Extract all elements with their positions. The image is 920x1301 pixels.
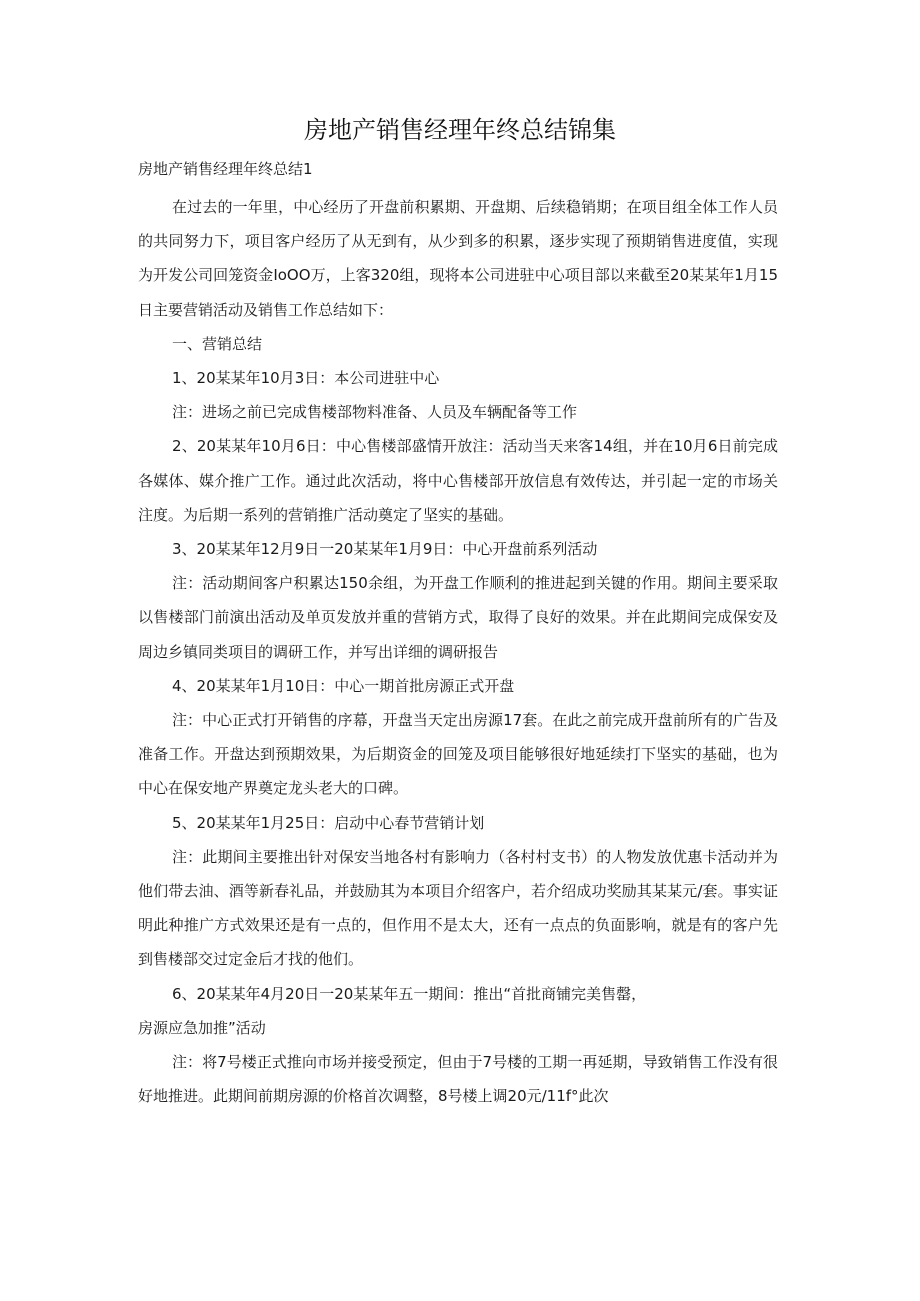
item-1-heading: 1、20某某年10月3日：本公司进驻中心 — [172, 369, 440, 388]
item-6-heading-continued: 房源应急加推”活动 — [138, 1018, 266, 1037]
paragraph-intro: 在过去的一年里，中心经历了开盘前积累期、开盘期、后续稳销期；在项目组全体工作人员的共同努力下，项目客户经历了从无到有，从少到多的积累，逐步实现了预期销售进度值，实现为开发公司回笼资金IoOO万，上客320组，现将本公司进驻中心项目部以来截至20某某年1月15日主要营销活动及销售工作总结如下： — [138, 198, 778, 319]
item-1-note: 注：进场之前已完成售楼部物料准备、人员及车辆配备等工作 — [172, 403, 578, 422]
item-4-heading: 4、20某某年1月10日：中心一期首批房源正式开盘 — [172, 676, 515, 695]
item-3-heading: 3、20某某年12月9日一20某某年1月9日：中心开盘前系列活动 — [172, 540, 598, 559]
item-3-note: 注：活动期间客户积累达150余组，为开盘工作顺利的推进起到关键的作用。期间主要采取以售楼部门前演出活动及单页发放并重的营销方式，取得了良好的效果。并在此期间完成保安及周边乡镇同类项目的调研工作，并写出详细的调研报告 — [138, 574, 778, 661]
item-4-note: 注：中心正式打开销售的序幕，开盘当天定出房源17套。在此之前完成开盘前所有的广告及准备工作。开盘达到预期效果，为后期资金的回笼及项目能够很好地延续打下坚实的基础，也为中心在保安地产界奠定龙头老大的口碑。 — [138, 711, 778, 798]
item-2-paragraph: 2、20某某年10月6日：中心售楼部盛情开放注：活动当天来客14组，并在10月6日前完成各媒体、媒介推广工作。通过此次活动，将中心售楼部开放信息有效传达，并引起一定的市场关注度。为后期一系列的营销推广活动奠定了坚实的基础。 — [138, 437, 778, 524]
item-6-heading: 6、20某某年4月20日一20某某年五一期间：推出“首批商铺完美售罄， — [172, 984, 647, 1003]
item-5-heading: 5、20某某年1月25日：启动中心春节营销计划 — [172, 813, 485, 832]
item-6-note: 注：将7号楼正式推向市场并接受预定，但由于7号楼的工期一再延期，导致销售工作没有很好地推进。此期间前期房源的价格首次调整，8号楼上调20元∕11f°此次 — [138, 1053, 778, 1106]
item-5-note: 注：此期间主要推出针对保安当地各村有影响力（各村村支书）的人物发放优惠卡活动并为他们带去油、酒等新春礼品，并鼓励其为本项目介绍客户，若介绍成功奖励其某某元/套。事实证明此种推广方式效果还是有一点的，但作用不是太大，还有一点点的负面影响，就是有的客户先到售楼部交过定金后才找的他们。 — [138, 847, 778, 969]
section-heading-marketing: 一、营销总结 — [172, 334, 263, 353]
document-subtitle: 房地产销售经理年终总结1 — [138, 160, 313, 178]
document-body — [138, 190, 778, 1113]
document-title: 房地产销售经理年终总结锦集 — [304, 116, 616, 144]
